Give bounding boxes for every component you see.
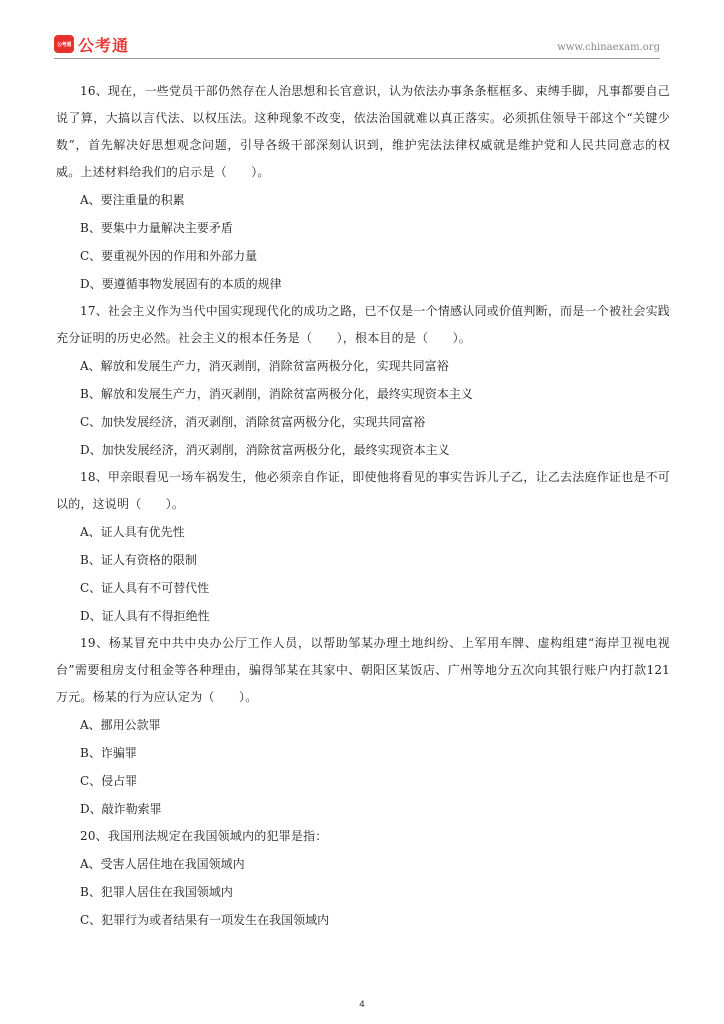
question-block-17 (56, 298, 670, 464)
answer-option: D、敲诈勒索罪 (80, 802, 162, 816)
page-header (0, 0, 724, 60)
question-block-16 (56, 78, 670, 298)
logo-text: 公考通 (78, 35, 130, 55)
page-number: 4 (359, 1000, 365, 1010)
answer-option: D、要遵循事物发展固有的本质的规律 (80, 277, 282, 291)
logo-badge-icon: 公考通 (54, 35, 74, 53)
answer-option: A、挪用公款罪 (80, 718, 161, 732)
document-body (56, 78, 670, 934)
answer-option: C、犯罪行为或者结果有一项发生在我国领域内 (80, 913, 330, 927)
logo[interactable] (54, 34, 129, 54)
answer-option: B、诈骗罪 (80, 746, 137, 760)
answer-option: B、证人有资格的限制 (80, 553, 197, 567)
question-stem: 20、我国刑法规定在我国领域内的犯罪是指： (80, 829, 328, 843)
answer-option: D、证人具有不得拒绝性 (80, 609, 210, 623)
question-stem: 16、现在，一些党员干部仍然存在人治思想和长官意识，认为依法办事条条框框多、束缚手脚，凡事都要自己说了算，大搞以言代法、以权压法。这种现象不改变，依法治国就难以真正落实。必须抓住领导干部这个“关键少数”，首先解决好思想观念问题，引导各级干部深刻认识到，维护宪法法律权威就是维护党和人民共同意志的权威。上述材料给我们的启示是（ ）。 (56, 84, 670, 179)
answer-option: A、要注重量的积累 (80, 193, 185, 207)
question-block-20 (56, 823, 670, 934)
answer-option: C、加快发展经济，消灭剥削，消除贫富两极分化，实现共同富裕 (80, 415, 426, 429)
header-divider (54, 58, 660, 59)
answer-option: C、侵占罪 (80, 774, 138, 788)
answer-option: A、受害人居住地在我国领域内 (80, 857, 245, 871)
question-block-19 (56, 630, 670, 823)
answer-option: C、证人具有不可替代性 (80, 581, 210, 595)
site-url[interactable]: www.chinaexam.org (557, 42, 660, 53)
question-stem: 18、甲亲眼看见一场车祸发生，他必须亲自作证，即使他将看见的事实告诉儿子乙，让乙去法庭作证也是不可以的，这说明（ ）。 (56, 470, 670, 511)
question-stem: 19、杨某冒充中共中央办公厅工作人员，以帮助邹某办理土地纠纷、上军用车牌、虚构组建“海岸卫视电视台”需要租房支付租金等各种理由，骗得邹某在其家中、朝阳区某饭店、广州等地分五次向其银行账户内打款121万元。杨某的行为应认定为（ ）。 (56, 636, 670, 704)
answer-option: C、要重视外因的作用和外部力量 (80, 249, 258, 263)
answer-option: A、解放和发展生产力，消灭剥削，消除贫富两极分化，实现共同富裕 (80, 359, 449, 373)
answer-option: B、犯罪人居住在我国领域内 (80, 885, 233, 899)
answer-option: D、加快发展经济，消灭剥削，消除贫富两极分化，最终实现资本主义 (80, 443, 450, 457)
answer-option: B、要集中力量解决主要矛盾 (80, 221, 233, 235)
question-block-18 (56, 464, 670, 630)
answer-option: A、证人具有优先性 (80, 525, 185, 539)
question-stem: 17、社会主义作为当代中国实现现代化的成功之路，已不仅是一个情感认同或价值判断，而是一个被社会实践充分证明的历史必然。社会主义的根本任务是（ ），根本目的是（ ）。 (56, 304, 670, 345)
answer-option: B、解放和发展生产力，消灭剥削，消除贫富两极分化，最终实现资本主义 (80, 387, 473, 401)
